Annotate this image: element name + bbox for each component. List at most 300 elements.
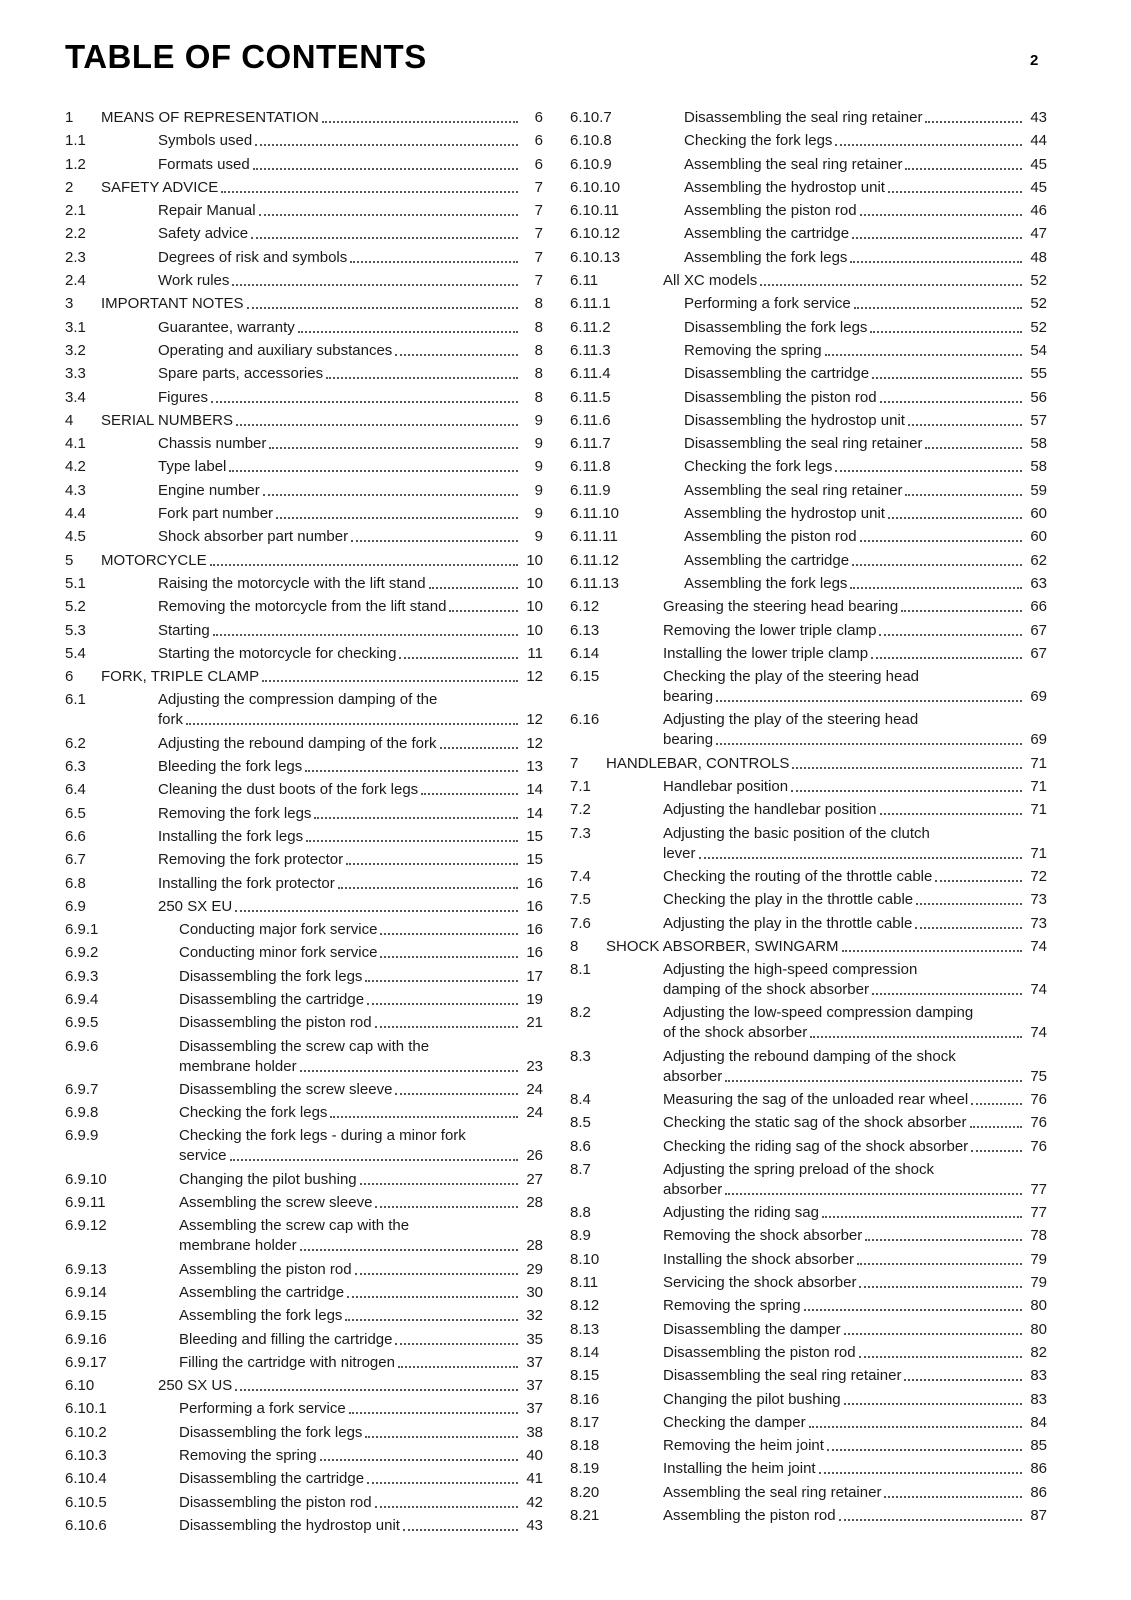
toc-entry[interactable] bbox=[570, 155, 1047, 175]
toc-entry-number: 8.8 bbox=[570, 1204, 591, 1222]
toc-entry[interactable] bbox=[65, 224, 543, 244]
toc-entry[interactable] bbox=[65, 1376, 543, 1396]
toc-entry-page: 76 bbox=[1030, 1114, 1047, 1132]
toc-entry[interactable] bbox=[570, 1413, 1047, 1433]
toc-entry[interactable] bbox=[570, 1113, 1047, 1133]
toc-entry-number: 6.9.11 bbox=[65, 1194, 106, 1212]
toc-entry-number: 6.11.13 bbox=[570, 574, 619, 592]
toc-entry[interactable] bbox=[570, 248, 1047, 268]
toc-entry-title: Adjusting the compression damping of the bbox=[158, 691, 438, 709]
toc-entry-title-continued: lever bbox=[663, 844, 696, 862]
toc-entry[interactable] bbox=[570, 457, 1047, 477]
toc-entry[interactable] bbox=[570, 960, 1047, 1000]
toc-entry[interactable] bbox=[65, 108, 543, 128]
toc-entry-title: 250 SX EU bbox=[158, 897, 233, 915]
toc-entry[interactable] bbox=[570, 1320, 1047, 1340]
dot-leader bbox=[305, 770, 518, 772]
toc-entry-page: 73 bbox=[1030, 891, 1047, 909]
toc-entry[interactable] bbox=[570, 667, 1047, 707]
toc-entry[interactable] bbox=[570, 341, 1047, 361]
toc-entry-title: Shock absorber part number bbox=[158, 528, 349, 546]
toc-entry-title: Checking the static sag of the shock absorber bbox=[663, 1114, 967, 1132]
toc-entry-page: 15 bbox=[526, 851, 543, 869]
toc-entry-title: Type label bbox=[158, 458, 227, 476]
toc-entry-page: 6 bbox=[534, 132, 543, 150]
toc-entry-number: 3.1 bbox=[65, 318, 86, 336]
toc-entry[interactable] bbox=[570, 388, 1047, 408]
page-title: TABLE OF CONTENTS bbox=[65, 38, 427, 75]
toc-entry-number: 6.9.9 bbox=[65, 1127, 99, 1145]
dot-leader bbox=[857, 1263, 1022, 1265]
toc-entry-page: 77 bbox=[1030, 1180, 1047, 1198]
toc-entry-title: Disassembling the seal ring retainer bbox=[663, 1367, 902, 1385]
dot-leader bbox=[263, 494, 518, 496]
toc-entry[interactable] bbox=[570, 1296, 1047, 1316]
toc-entry[interactable] bbox=[65, 178, 543, 198]
toc-entry[interactable] bbox=[65, 457, 543, 477]
toc-entry-title-continued: absorber bbox=[663, 1180, 723, 1198]
toc-entry[interactable] bbox=[65, 411, 543, 431]
toc-entry-page: 9 bbox=[534, 411, 543, 429]
toc-entry[interactable] bbox=[65, 504, 543, 524]
toc-entry-page: 14 bbox=[526, 781, 543, 799]
toc-entry-title: Removing the fork protector bbox=[158, 851, 344, 869]
dot-leader bbox=[935, 880, 1022, 882]
toc-entry[interactable] bbox=[570, 434, 1047, 454]
toc-entry-page: 7 bbox=[534, 178, 543, 196]
dot-leader bbox=[449, 610, 518, 612]
toc-entry-number: 6.10 bbox=[65, 1377, 95, 1395]
toc-entry-title: Guarantee, warranty bbox=[158, 318, 295, 336]
toc-entry[interactable] bbox=[65, 1037, 543, 1077]
toc-entry[interactable] bbox=[65, 1330, 543, 1350]
toc-entry-title: Checking the damper bbox=[663, 1413, 806, 1431]
toc-entry-page: 66 bbox=[1030, 598, 1047, 616]
dot-leader bbox=[349, 1412, 518, 1414]
toc-entry-title: Adjusting the low-speed compression damping bbox=[663, 1004, 974, 1022]
toc-entry[interactable] bbox=[65, 597, 543, 617]
dot-leader bbox=[255, 144, 518, 146]
toc-entry-title: Disassembling the seal ring retainer bbox=[684, 435, 923, 453]
toc-entry[interactable] bbox=[65, 201, 543, 221]
toc-entry[interactable] bbox=[570, 551, 1047, 571]
toc-entry-page: 15 bbox=[526, 827, 543, 845]
toc-entry[interactable] bbox=[65, 1493, 543, 1513]
toc-entry-page: 16 bbox=[526, 897, 543, 915]
toc-entry[interactable] bbox=[570, 1160, 1047, 1200]
toc-entry-number: 6.10.6 bbox=[65, 1516, 107, 1534]
toc-entry[interactable] bbox=[65, 780, 543, 800]
toc-entry-title: Disassembling the piston rod bbox=[179, 1014, 372, 1032]
toc-entry[interactable] bbox=[65, 1446, 543, 1466]
toc-entry-page: 56 bbox=[1030, 388, 1047, 406]
toc-entry-page: 80 bbox=[1030, 1320, 1047, 1338]
toc-entry-page: 58 bbox=[1030, 435, 1047, 453]
toc-entry[interactable] bbox=[65, 967, 543, 987]
toc-entry[interactable] bbox=[65, 920, 543, 940]
toc-entry-page: 55 bbox=[1030, 365, 1047, 383]
toc-entry-title: Checking the riding sag of the shock absorber bbox=[663, 1137, 969, 1155]
toc-entry[interactable] bbox=[570, 481, 1047, 501]
toc-entry-title: Installing the fork legs bbox=[158, 827, 304, 845]
toc-entry-title: Spare parts, accessories bbox=[158, 365, 324, 383]
toc-entry-number: 6.2 bbox=[65, 734, 86, 752]
toc-entry[interactable] bbox=[65, 1170, 543, 1190]
toc-entry-title: Operating and auxiliary substances bbox=[158, 341, 393, 359]
toc-entry[interactable] bbox=[570, 411, 1047, 431]
toc-entry[interactable] bbox=[570, 1250, 1047, 1270]
toc-entry-title: Measuring the sag of the unloaded rear wheel bbox=[663, 1090, 969, 1108]
dot-leader bbox=[355, 1273, 518, 1275]
toc-entry-number: 8.3 bbox=[570, 1047, 591, 1065]
toc-entry-page: 13 bbox=[526, 758, 543, 776]
toc-entry[interactable] bbox=[570, 914, 1047, 934]
toc-entry-number: 6.11.3 bbox=[570, 341, 611, 359]
toc-entry-title: Removing the lower triple clamp bbox=[663, 621, 877, 639]
toc-entry-number: 6.6 bbox=[65, 827, 86, 845]
toc-entry-number: 6.9.2 bbox=[65, 944, 99, 962]
dot-leader bbox=[262, 680, 518, 682]
toc-entry[interactable] bbox=[570, 777, 1047, 797]
dot-leader bbox=[839, 1519, 1022, 1521]
toc-entry-title: Disassembling the hydrostop unit bbox=[684, 411, 905, 429]
dot-leader bbox=[235, 910, 518, 912]
toc-entry-number: 6.10.11 bbox=[570, 202, 619, 220]
toc-entry[interactable] bbox=[65, 644, 543, 664]
toc-entry-page: 76 bbox=[1030, 1137, 1047, 1155]
toc-entry-number: 6.4 bbox=[65, 781, 86, 799]
toc-entry-title: Raising the motorcycle with the lift stand bbox=[158, 574, 426, 592]
toc-entry-title: Disassembling the seal ring retainer bbox=[684, 109, 923, 126]
dot-leader bbox=[880, 401, 1022, 403]
toc-entry-title: Adjusting the rebound damping of the shock bbox=[663, 1047, 956, 1065]
toc-entry[interactable] bbox=[65, 271, 543, 291]
dot-leader bbox=[888, 191, 1022, 193]
toc-entry-page: 37 bbox=[526, 1400, 543, 1418]
toc-entry-title: Starting the motorcycle for checking bbox=[158, 644, 397, 662]
toc-entry-title: Checking the fork legs bbox=[179, 1104, 328, 1122]
toc-entry-title: Chassis number bbox=[158, 435, 267, 453]
toc-entry[interactable] bbox=[570, 597, 1047, 617]
toc-entry[interactable] bbox=[570, 364, 1047, 384]
toc-entry[interactable] bbox=[570, 644, 1047, 664]
toc-entry[interactable] bbox=[65, 757, 543, 777]
toc-entry-page: 59 bbox=[1030, 481, 1047, 499]
toc-entry-page: 82 bbox=[1030, 1343, 1047, 1361]
dot-leader bbox=[330, 1116, 518, 1118]
toc-entry-number: 8.2 bbox=[570, 1004, 591, 1022]
toc-entry-title-continued: damping of the shock absorber bbox=[663, 981, 869, 999]
toc-entry-page: 7 bbox=[534, 272, 543, 290]
toc-entry-page: 7 bbox=[534, 202, 543, 220]
toc-entry-number: 7.1 bbox=[570, 778, 591, 796]
toc-entry-page: 79 bbox=[1030, 1274, 1047, 1292]
toc-entry-title: Adjusting the play of the steering head bbox=[663, 711, 919, 729]
dot-leader bbox=[375, 1206, 518, 1208]
toc-entry-page: 24 bbox=[526, 1080, 543, 1098]
dot-leader bbox=[871, 657, 1022, 659]
dot-leader bbox=[398, 1366, 518, 1368]
toc-entry[interactable] bbox=[65, 1193, 543, 1213]
toc-entry-page: 40 bbox=[526, 1447, 543, 1465]
toc-entry[interactable] bbox=[570, 800, 1047, 820]
toc-entry[interactable] bbox=[65, 1080, 543, 1100]
dot-leader bbox=[380, 933, 518, 935]
toc-entry[interactable] bbox=[65, 667, 543, 687]
toc-entry-page: 9 bbox=[534, 481, 543, 499]
dot-leader bbox=[792, 767, 1022, 769]
toc-entry[interactable] bbox=[570, 1203, 1047, 1223]
toc-entry-number: 5.4 bbox=[65, 644, 86, 662]
toc-entry[interactable] bbox=[570, 201, 1047, 221]
toc-entry[interactable] bbox=[65, 1283, 543, 1303]
toc-entry-page: 6 bbox=[534, 155, 543, 173]
toc-entry-number: 1.2 bbox=[65, 155, 86, 173]
toc-entry-number: 7.4 bbox=[570, 867, 591, 885]
dot-leader bbox=[852, 564, 1022, 566]
dot-leader bbox=[835, 470, 1022, 472]
toc-entry-title: Repair Manual bbox=[158, 202, 256, 220]
toc-entry[interactable] bbox=[65, 990, 543, 1010]
toc-entry-number: 8.12 bbox=[570, 1297, 600, 1315]
toc-entry[interactable] bbox=[65, 1216, 543, 1256]
toc-entry-number: 6.10.12 bbox=[570, 225, 621, 243]
toc-entry-title: Checking the routing of the throttle cable bbox=[663, 867, 933, 885]
dot-leader bbox=[276, 517, 518, 519]
toc-entry[interactable] bbox=[570, 504, 1047, 524]
toc-entry-page: 8 bbox=[534, 388, 543, 406]
toc-entry-title: SERIAL NUMBERS bbox=[101, 411, 233, 429]
toc-entry-title: Adjusting the high-speed compression bbox=[663, 961, 918, 979]
toc-entry-title: Fork part number bbox=[158, 505, 274, 523]
toc-entry-number: 6.10.4 bbox=[65, 1470, 107, 1488]
toc-entry-title-continued: fork bbox=[158, 711, 184, 729]
toc-entry-title: Removing the motorcycle from the lift stand bbox=[158, 598, 447, 616]
dot-leader bbox=[247, 307, 518, 309]
toc-entry-title: Checking the play in the throttle cable bbox=[663, 891, 914, 909]
toc-entry-number: 4.4 bbox=[65, 505, 86, 523]
toc-entry-page: 26 bbox=[526, 1147, 543, 1165]
dot-leader bbox=[320, 1459, 518, 1461]
dot-leader bbox=[888, 517, 1022, 519]
toc-entry-number: 6.10.1 bbox=[65, 1400, 107, 1418]
toc-entry-title: Assembling the fork legs bbox=[179, 1307, 343, 1325]
toc-entry[interactable] bbox=[570, 271, 1047, 291]
dot-leader bbox=[904, 1379, 1022, 1381]
toc-entry-title: Checking the fork legs - during a minor fork bbox=[179, 1127, 466, 1145]
toc-entry[interactable] bbox=[570, 867, 1047, 887]
toc-entry[interactable] bbox=[65, 690, 543, 730]
toc-entry-title: Conducting minor fork service bbox=[179, 944, 378, 962]
toc-entry-title: Installing the shock absorber bbox=[663, 1250, 854, 1268]
toc-entry[interactable] bbox=[570, 1003, 1047, 1043]
dot-leader bbox=[810, 1036, 1022, 1038]
toc-entry[interactable] bbox=[65, 874, 543, 894]
toc-entry[interactable] bbox=[570, 1047, 1047, 1087]
dot-leader bbox=[860, 540, 1022, 542]
toc-entry-title: Assembling the hydrostop unit bbox=[684, 505, 885, 523]
toc-entry[interactable] bbox=[65, 434, 543, 454]
toc-entry-title: IMPORTANT NOTES bbox=[101, 295, 244, 313]
dot-leader bbox=[970, 1126, 1022, 1128]
toc-entry-page: 10 bbox=[526, 621, 543, 639]
toc-entry-page: 9 bbox=[534, 528, 543, 546]
dot-leader bbox=[365, 1436, 518, 1438]
toc-entry[interactable] bbox=[570, 1090, 1047, 1110]
toc-entry[interactable] bbox=[65, 1516, 543, 1536]
toc-entry-title: Greasing the steering head bearing bbox=[663, 598, 899, 616]
toc-entry[interactable] bbox=[570, 1436, 1047, 1456]
toc-entry[interactable] bbox=[570, 1459, 1047, 1479]
toc-entry[interactable] bbox=[570, 1137, 1047, 1157]
toc-entry[interactable] bbox=[570, 1390, 1047, 1410]
toc-entry-number: 6.9.14 bbox=[65, 1283, 107, 1301]
toc-entry-number: 6.10.9 bbox=[570, 155, 612, 173]
dot-leader bbox=[367, 1003, 518, 1005]
toc-entry[interactable] bbox=[65, 1423, 543, 1443]
toc-entry-title: Adjusting the riding sag bbox=[663, 1204, 819, 1222]
toc-entry[interactable] bbox=[570, 131, 1047, 151]
toc-entry[interactable] bbox=[65, 1469, 543, 1489]
toc-entry-title: Assembling the cartridge bbox=[684, 551, 850, 569]
dot-leader bbox=[760, 284, 1022, 286]
toc-entry[interactable] bbox=[65, 248, 543, 268]
toc-entry-title: Handlebar position bbox=[663, 778, 789, 796]
toc-entry[interactable] bbox=[570, 1506, 1047, 1526]
toc-entry-page: 27 bbox=[526, 1170, 543, 1188]
dot-leader bbox=[232, 284, 518, 286]
toc-entry[interactable] bbox=[65, 850, 543, 870]
toc-entry-page: 45 bbox=[1030, 178, 1047, 196]
toc-entry-number: 6.5 bbox=[65, 804, 86, 822]
toc-entry[interactable] bbox=[65, 897, 543, 917]
toc-entry-number: 2.1 bbox=[65, 202, 86, 220]
toc-entry[interactable] bbox=[65, 388, 543, 408]
toc-entry-number: 8.5 bbox=[570, 1114, 591, 1132]
toc-entry-number: 8.13 bbox=[570, 1320, 600, 1338]
dot-leader bbox=[850, 261, 1022, 263]
dot-leader bbox=[699, 857, 1022, 859]
toc-entry[interactable] bbox=[570, 621, 1047, 641]
toc-entry[interactable] bbox=[65, 1399, 543, 1419]
toc-entry-title: Adjusting the basic position of the clutch bbox=[663, 824, 930, 842]
toc-entry[interactable] bbox=[65, 1103, 543, 1123]
toc-entry[interactable] bbox=[570, 574, 1047, 594]
dot-leader bbox=[230, 1159, 518, 1161]
toc-entry-number: 2 bbox=[65, 178, 74, 196]
toc-entry-title: Bleeding and filling the cartridge bbox=[179, 1330, 393, 1348]
dot-leader bbox=[716, 743, 1022, 745]
toc-entry-page: 87 bbox=[1030, 1507, 1047, 1525]
toc-entry-number: 6.11.1 bbox=[570, 295, 611, 313]
dot-leader bbox=[399, 657, 518, 659]
toc-entry[interactable] bbox=[65, 1353, 543, 1373]
dot-leader bbox=[251, 237, 518, 239]
toc-entry-title: Removing the fork legs bbox=[158, 804, 312, 822]
toc-entry-number: 4.2 bbox=[65, 458, 86, 476]
toc-entry-number: 6.11.12 bbox=[570, 551, 619, 569]
toc-entry[interactable] bbox=[65, 574, 543, 594]
toc-entry-number: 6.9.3 bbox=[65, 967, 99, 985]
dot-leader bbox=[859, 1356, 1022, 1358]
toc-entry[interactable] bbox=[570, 937, 1047, 957]
toc-entry[interactable] bbox=[65, 551, 543, 571]
toc-entry[interactable] bbox=[570, 224, 1047, 244]
toc-entry-page: 71 bbox=[1030, 754, 1047, 772]
toc-entry[interactable] bbox=[65, 364, 543, 384]
toc-entry[interactable] bbox=[65, 155, 543, 175]
toc-entry[interactable] bbox=[65, 734, 543, 754]
toc-entry[interactable] bbox=[570, 1226, 1047, 1246]
toc-entry[interactable] bbox=[65, 804, 543, 824]
toc-entry[interactable] bbox=[570, 527, 1047, 547]
dot-leader bbox=[854, 307, 1022, 309]
dot-leader bbox=[345, 1319, 518, 1321]
toc-entry-page: 32 bbox=[526, 1307, 543, 1325]
toc-entry[interactable] bbox=[65, 481, 543, 501]
toc-entry-page: 8 bbox=[534, 365, 543, 383]
toc-entry-title: Changing the pilot bushing bbox=[663, 1390, 841, 1408]
dot-leader bbox=[375, 1506, 518, 1508]
toc-entry-number: 8.11 bbox=[570, 1274, 599, 1292]
dot-leader bbox=[908, 424, 1022, 426]
toc-entry[interactable] bbox=[570, 754, 1047, 774]
dot-leader bbox=[844, 1333, 1022, 1335]
dot-leader bbox=[725, 1080, 1022, 1082]
dot-leader bbox=[186, 723, 518, 725]
toc-entry[interactable] bbox=[570, 178, 1047, 198]
toc-entry[interactable] bbox=[65, 1260, 543, 1280]
toc-entry[interactable] bbox=[65, 827, 543, 847]
toc-entry-title: Adjusting the handlebar position bbox=[663, 801, 877, 819]
toc-entry[interactable] bbox=[570, 890, 1047, 910]
toc-entry[interactable] bbox=[570, 1483, 1047, 1503]
toc-entry-number: 8.20 bbox=[570, 1483, 600, 1501]
toc-entry-page: 28 bbox=[526, 1194, 543, 1212]
toc-entry[interactable] bbox=[65, 1126, 543, 1166]
dot-leader bbox=[865, 1239, 1022, 1241]
toc-entry[interactable] bbox=[65, 943, 543, 963]
toc-entry[interactable] bbox=[570, 108, 1047, 128]
toc-entry[interactable] bbox=[570, 294, 1047, 314]
toc-entry[interactable] bbox=[570, 318, 1047, 338]
toc-entry-title: SHOCK ABSORBER, SWINGARM bbox=[606, 937, 839, 955]
toc-entry-page: 78 bbox=[1030, 1227, 1047, 1245]
dot-leader bbox=[395, 1093, 518, 1095]
toc-entry-number: 6.9.4 bbox=[65, 990, 99, 1008]
toc-entry-title: All XC models bbox=[663, 272, 758, 290]
toc-entry-page: 28 bbox=[526, 1237, 543, 1255]
toc-entry[interactable] bbox=[65, 527, 543, 547]
toc-entry[interactable] bbox=[570, 1366, 1047, 1386]
toc-entry-page: 23 bbox=[526, 1057, 543, 1075]
toc-entry-page: 10 bbox=[526, 574, 543, 592]
toc-entry[interactable] bbox=[65, 1013, 543, 1033]
toc-entry[interactable] bbox=[65, 621, 543, 641]
toc-entry[interactable] bbox=[570, 824, 1047, 864]
toc-entry-page: 52 bbox=[1030, 318, 1047, 336]
toc-entry[interactable] bbox=[570, 1273, 1047, 1293]
toc-entry[interactable] bbox=[570, 1343, 1047, 1363]
toc-entry[interactable] bbox=[65, 131, 543, 151]
toc-entry[interactable] bbox=[65, 294, 543, 314]
toc-entry-page: 75 bbox=[1030, 1067, 1047, 1085]
toc-entry-title: Removing the heim joint bbox=[663, 1437, 824, 1455]
toc-entry[interactable] bbox=[65, 341, 543, 361]
toc-entry[interactable] bbox=[65, 1306, 543, 1326]
toc-entry[interactable] bbox=[65, 318, 543, 338]
toc-entry[interactable] bbox=[570, 710, 1047, 750]
